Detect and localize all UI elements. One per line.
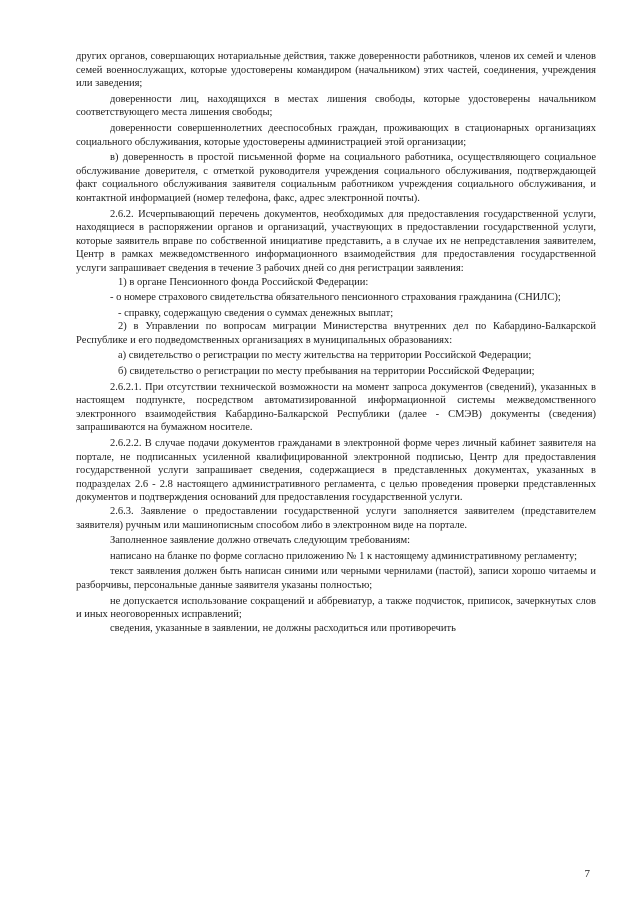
list-item-stay-registration: б) свидетельство о регистрации по месту пребывания на территории Российской Федерации; <box>118 366 535 378</box>
list-item-pension-fund: 1) в органе Пенсионного фонда Российской Федерации: <box>118 276 369 288</box>
list-item-ink-requirement: текст заявления должен быть написан синими или черными чернилами (пастой), записи хорошо читаемы и разборчивы, персональные данные заявителя указаны полностью; <box>76 566 596 591</box>
paragraph-care-facility-powers-of-attorney: доверенности совершеннолетних дееспособных граждан, проживающих в стационарных организациях социального обслуживания, которые удостоверены администрацией этой организации; <box>76 122 596 148</box>
list-item-consistency: сведения, указанные в заявлении, не должны расходиться или противоречить <box>110 622 456 634</box>
paragraph-2-6-2-2-electronic-submission: 2.6.2.2. В случае подачи документов гражданами в электронной форме через личный кабинет заявителя на портале, не подписанных усиленной квалифицированной электронной подписью, Центр для предоставления государственной услуги запрашивает сведения, содержащиеся в представленных документах, указанных в подразделах 2.6 - 2.8 настоящего административного регламента, с целью проведения проверки представленных документов и подтверждения оснований для предоставления государственной услуги. <box>76 438 596 504</box>
paragraph-requirements-intro: Заполненное заявление должно отвечать следующим требованиям: <box>110 535 411 547</box>
paragraph-continuation-notaries: других органов, совершающих нотариальные действия, также доверенности работников, членов их семей и членов семей военнослужащих, которые удостоверены командиром (начальником) этих частей, соединения, учреждения или заведения; <box>76 51 596 90</box>
list-item-form-appendix: написано на бланке по форме согласно приложению № 1 к настоящему административному регламенту; <box>110 550 578 562</box>
paragraph-2-6-3-application-form: 2.6.3. Заявление о предоставлении государственной услуги заполняется заявителем (представителем заявителя) ручным или машинописным способом либо в электронном виде на портале. <box>76 506 596 531</box>
list-item-residence-registration: а) свидетельство о регистрации по месту жительства на территории Российской Федерации; <box>118 350 532 362</box>
list-item-no-abbreviations: не допускается использование сокращений и аббревиатур, а также подчисток, приписок, зачеркнутых слов и иных неоговоренных исправлений; <box>76 595 596 621</box>
list-item-migration-department: 2) в Управлении по вопросам миграции Министерства внутренних дел по Кабардино-Балкарской Республике и его подведомственных организациях в муниципальных образованиях: <box>76 321 596 346</box>
paragraph-social-worker-power-of-attorney: в) доверенность в простой письменной форме на социального работника, осуществляющего социальное обслуживание доверителя, с отметкой руководителя учреждения социального обслуживания, подтверждающей факт социального обслуживания заявителя социальным работником учреждения социального обслуживания, и контактной информацией (номер телефона, факс, адрес электронной почты). <box>76 152 596 204</box>
list-item-payments-certificate: - справку, содержащую сведения о суммах денежных выплат; <box>118 307 394 319</box>
paragraph-prison-powers-of-attorney: доверенности лиц, находящихся в местах лишения свободы, которые удостоверены начальником соответствующего места лишения свободы; <box>76 93 596 119</box>
paragraph-2-6-2-1-paper-requests: 2.6.2.1. При отсутствии технической возможности на момент запроса документов (сведений), указанных в настоящем подпункте, посредством автоматизированной информационной системы межведомственного электронного взаимодействия Кабардино-Балкарской Республики (далее - СМЭВ) документы (сведения) запрашиваются на бумажном носителе. <box>76 381 596 434</box>
page-number: 7 <box>584 868 590 880</box>
paragraph-2-6-2-documents-list: 2.6.2. Исчерпывающий перечень документов, необходимых для предоставления государственной услуги, находящиеся в распоряжении органов и организаций, участвующих в предоставлении государственной услуги, которые заявитель вправе по собственной инициативе представить, а в случае их не непредставления заявителем, Центр в рамках межведомственного информационного взаимодействия для предоставления государственной услуги запрашивает сведения в течение 3 рабочих дней со дня регистрации заявления: <box>76 208 596 274</box>
list-item-snils: - о номере страхового свидетельства обязательного пенсионного страхования гражданина (СНИЛС); <box>110 292 561 304</box>
